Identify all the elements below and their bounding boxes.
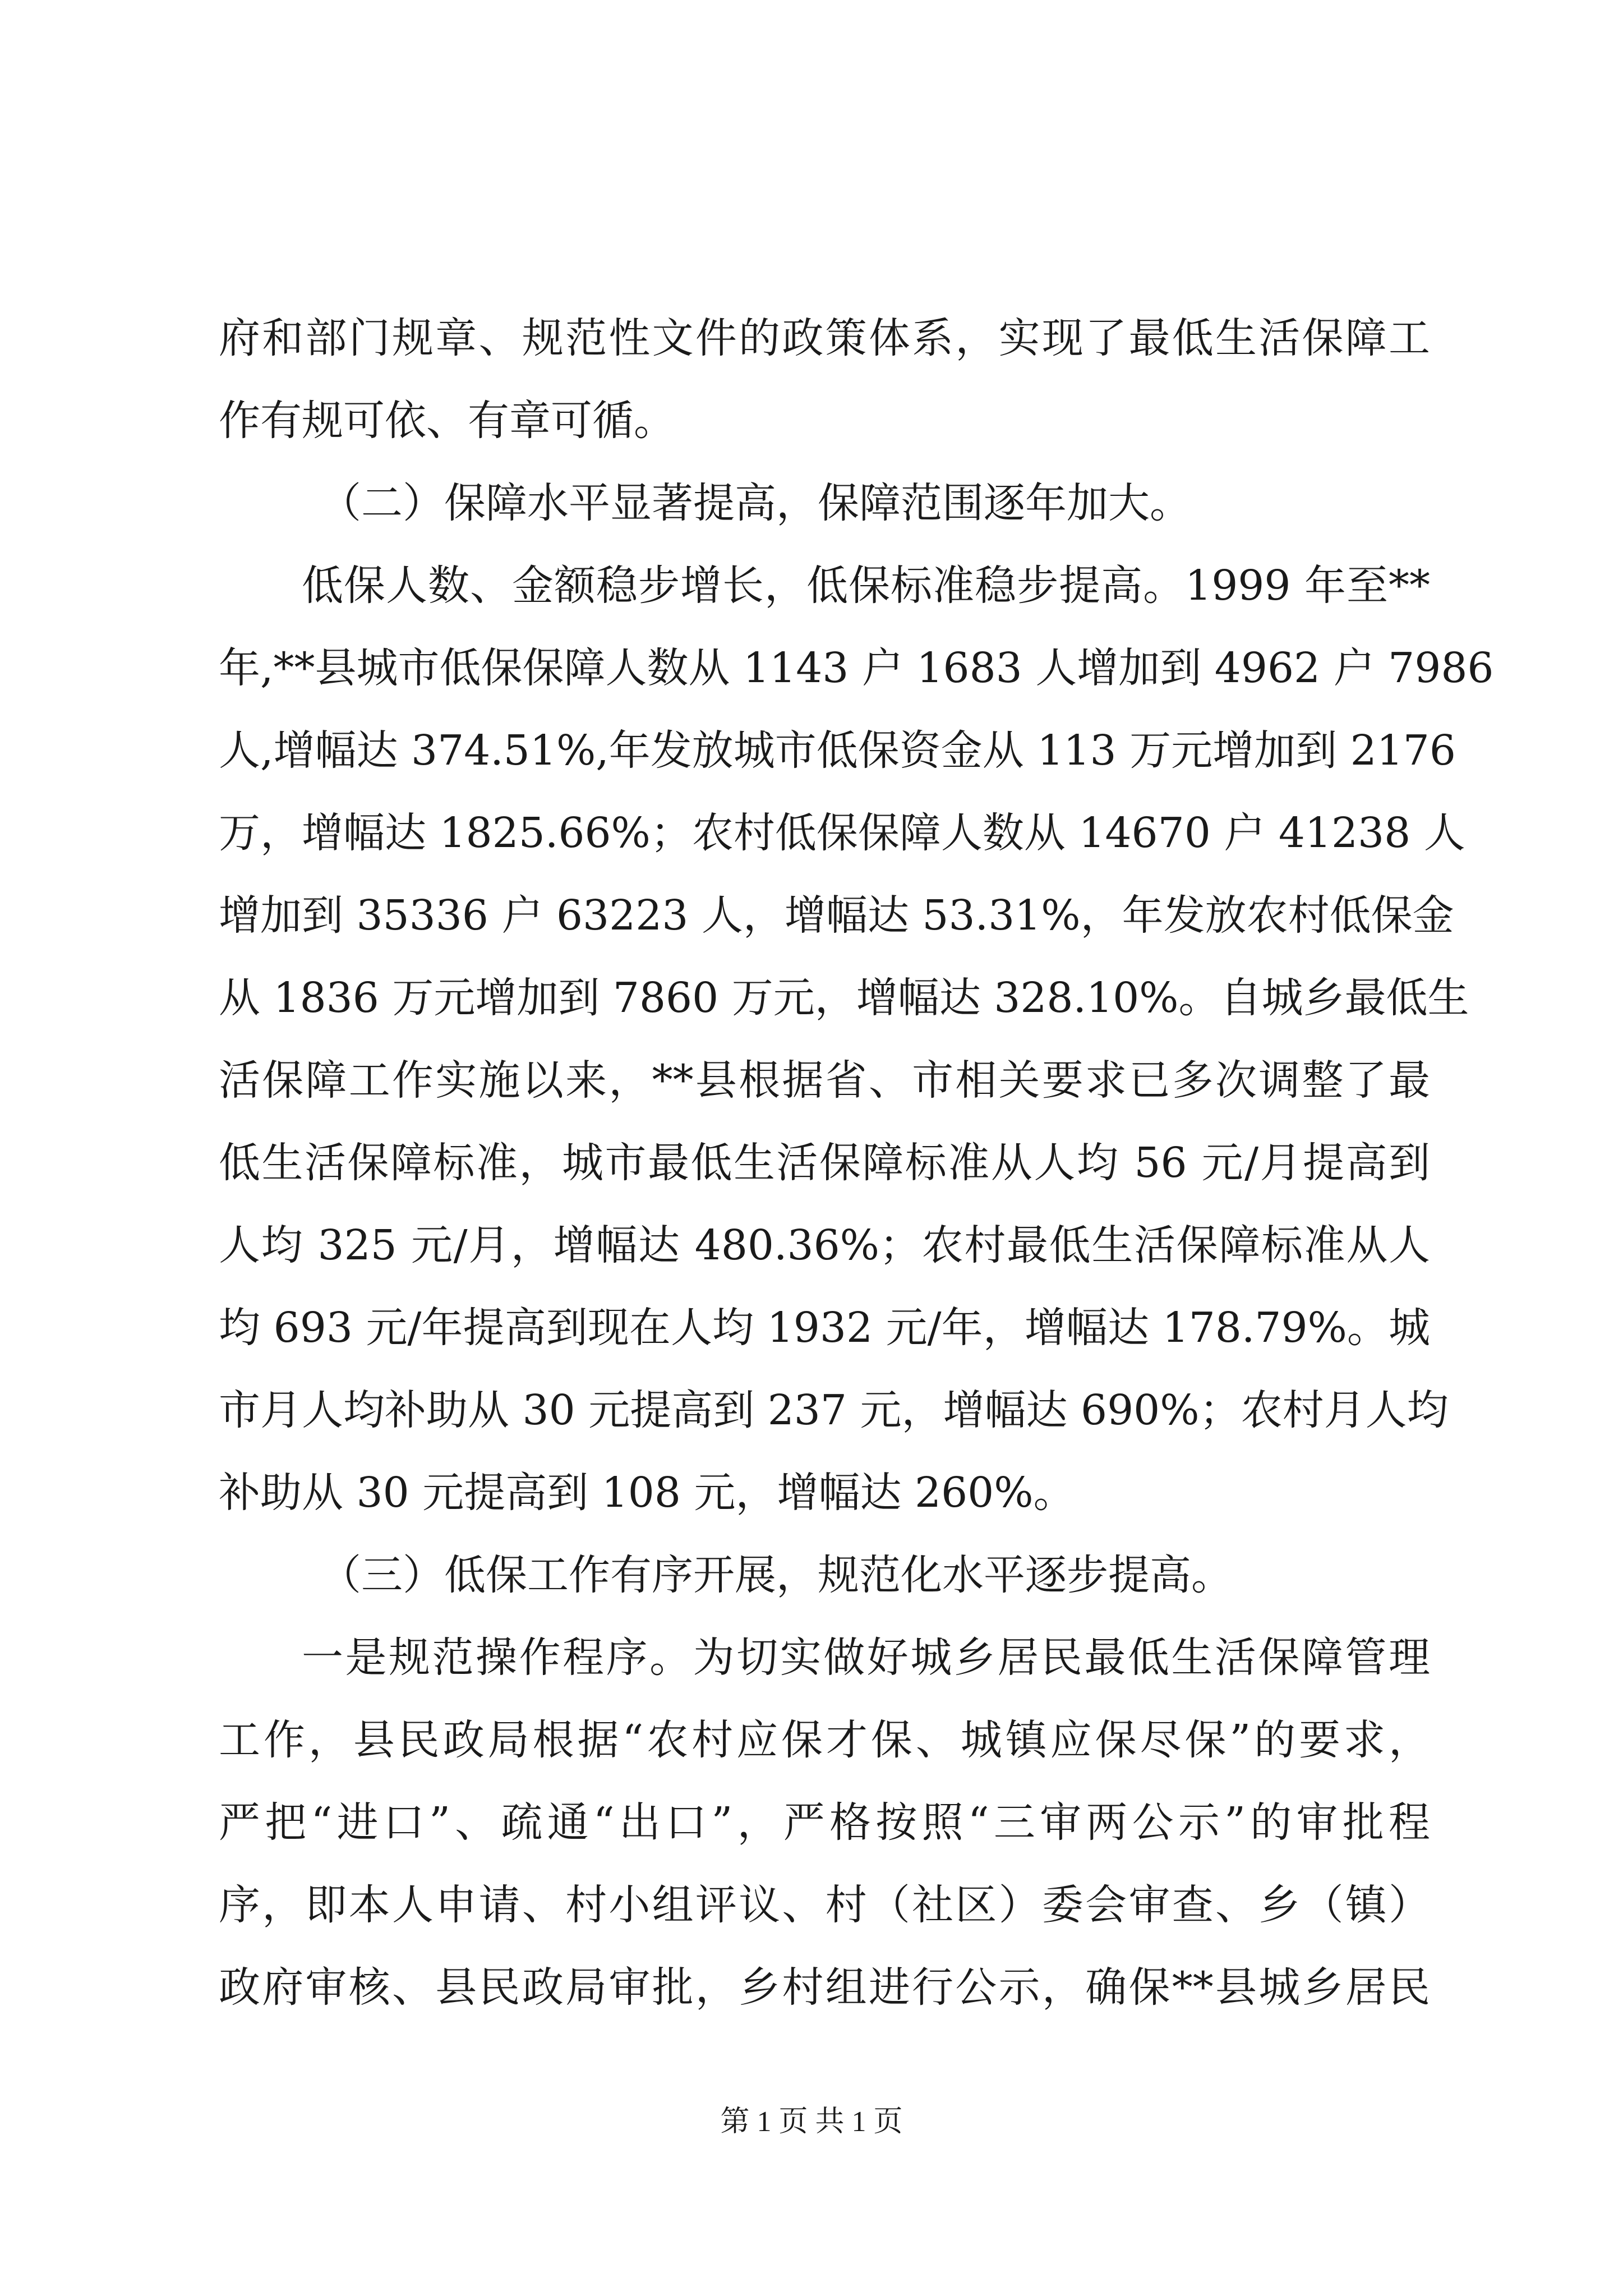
text-line: 作有规可依、有章可循。 [219, 397, 675, 445]
paragraph-first-line: 低保人数、金额稳步增长，低保标准稳步提高。1999 年至** [302, 562, 1430, 610]
text-line: 工作，县民政局根据“农村应保才保、城镇应保尽保”的要求， [219, 1716, 1430, 1764]
text-line: 年,**县城市低保保障人数从 1143 户 1683 人增加到 4962 户 7986 [219, 644, 1494, 692]
section-heading: （二）保障水平显著提高，保障范围逐年加大。 [320, 479, 1191, 527]
page-footer: 第 1 页 共 1 页 [720, 2106, 903, 2138]
text-line: 人均 325 元/月，增幅达 480.36%；农村最低生活保障标准从人 [219, 1221, 1430, 1269]
body-text [219, 297, 1494, 2029]
text-line: 府和部门规章、规范性文件的政策体系，实现了最低生活保障工 [219, 314, 1430, 362]
text-line: 活保障工作实施以来，**县根据省、市相关要求已多次调整了最 [219, 1056, 1430, 1105]
text-line: 市月人均补助从 30 元提高到 237 元，增幅达 690%；农村月人均 [219, 1386, 1449, 1434]
section-heading: （三）低保工作有序开展，规范化水平逐步提高。 [320, 1551, 1233, 1599]
text-line: 补助从 30 元提高到 108 元，增幅达 260%。 [219, 1469, 1075, 1517]
text-line: 万，增幅达 1825.66%；农村低保保障人数从 14670 户 41238 人 [219, 809, 1465, 857]
text-line: 政府审核、县民政局审批，乡村组进行公示，确保**县城乡居民 [219, 1963, 1430, 2012]
text-line: 从 1836 万元增加到 7860 万元，增幅达 328.10%。自城乡最低生 [219, 974, 1469, 1022]
text-line: 低生活保障标准，城市最低生活保障标准从人均 56 元/月提高到 [219, 1139, 1430, 1187]
paragraph-first-line: 一是规范操作程序。为切实做好城乡居民最低生活保障管理 [302, 1634, 1430, 1682]
text-line: 增加到 35336 户 63223 人，增幅达 53.31%，年发放农村低保金 [219, 891, 1454, 940]
text-line: 严把“进口”、疏通“出口”，严格按照“三审两公示”的审批程 [219, 1798, 1430, 1847]
text-line: 序，即本人申请、村小组评议、村（社区）委会审查、乡（镇） [219, 1881, 1430, 1929]
text-line: 均 693 元/年提高到现在人均 1932 元/年，增幅达 178.79%。城 [219, 1304, 1430, 1352]
text-line: 人,增幅达 374.51%,年发放城市低保资金从 113 万元增加到 2176 [219, 726, 1456, 775]
